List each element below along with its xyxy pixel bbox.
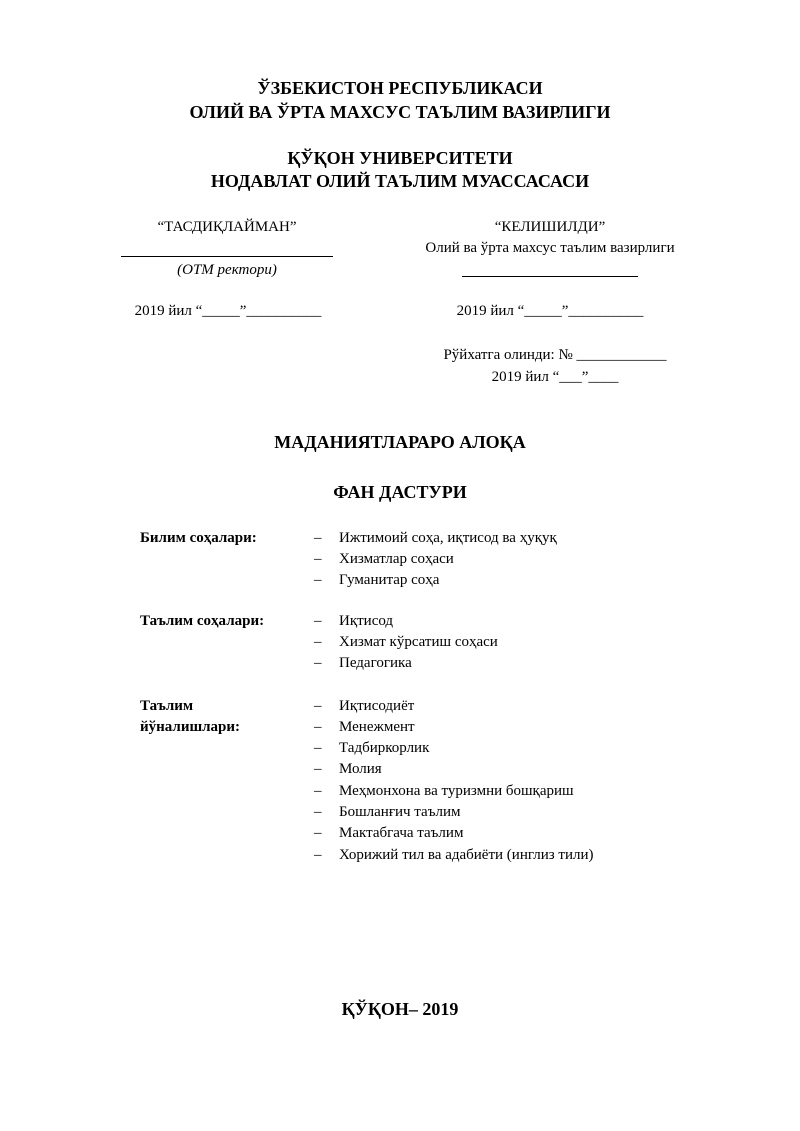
list-item-text: Меҳмонхона ва туризмни бошқариш bbox=[339, 783, 574, 799]
dash-marker: – bbox=[314, 655, 322, 671]
agreed-date: 2019 йил “_____”__________ bbox=[456, 303, 644, 319]
dash-marker: – bbox=[314, 804, 322, 820]
dash-marker: – bbox=[314, 613, 322, 629]
dash-marker: – bbox=[314, 761, 322, 777]
list-item-text: Менежмент bbox=[339, 719, 415, 735]
place-year-footer: ҚЎҚОН– 2019 bbox=[341, 999, 459, 1019]
agreed-org: Олий ва ўрта махсус таълим вазирлиги bbox=[425, 240, 675, 256]
document-title: МАДАНИЯТЛАРАРО АЛОҚА bbox=[274, 432, 526, 452]
institution-type-line: НОДАВЛАТ ОЛИЙ ТАЪЛИМ МУАССАСАСИ bbox=[210, 171, 590, 191]
list-item-text: Тадбиркорлик bbox=[339, 740, 430, 756]
dash-marker: – bbox=[314, 740, 322, 756]
list-item-text: Хизматлар соҳаси bbox=[339, 551, 454, 567]
signature-line-left bbox=[121, 256, 333, 257]
dash-marker: – bbox=[314, 530, 322, 546]
dash-marker: – bbox=[314, 719, 322, 735]
dash-marker: – bbox=[314, 634, 322, 650]
rector-signer-label: (ОТМ ректори) bbox=[177, 262, 277, 278]
university-name-line: ҚЎҚОН УНИВЕРСИТЕТИ bbox=[287, 148, 513, 168]
directions-label-line2: йўналишлари: bbox=[140, 719, 241, 735]
list-item-text: Ижтимоий соҳа, иқтисод ва ҳуқуқ bbox=[339, 530, 557, 546]
list-item-text: Иқтисод bbox=[339, 613, 394, 629]
list-item-text: Хорижий тил ва адабиёти (инглиз тили) bbox=[339, 847, 594, 863]
directions-label-line1: Таълим bbox=[140, 698, 194, 714]
dash-marker: – bbox=[314, 551, 322, 567]
dash-marker: – bbox=[314, 698, 322, 714]
ministry-name-line: ОЛИЙ ВА ЎРТА МАХСУС ТАЪЛИМ ВАЗИРЛИГИ bbox=[189, 102, 611, 122]
list-item-text: Иқтисодиёт bbox=[339, 698, 415, 714]
list-item-text: Мактабгача таълим bbox=[339, 825, 464, 841]
dash-marker: – bbox=[314, 783, 322, 799]
list-item-text: Хизмат кўрсатиш соҳаси bbox=[339, 634, 498, 650]
education-areas-label: Таълим соҳалари: bbox=[140, 613, 265, 629]
dash-marker: – bbox=[314, 847, 322, 863]
knowledge-areas-label: Билим соҳалари: bbox=[140, 530, 257, 546]
list-item-text: Педагогика bbox=[339, 655, 412, 671]
agreed-title: “КЕЛИШИЛДИ” bbox=[494, 219, 606, 235]
dash-marker: – bbox=[314, 572, 322, 588]
list-item-text: Бошланғич таълим bbox=[339, 804, 461, 820]
signature-line-right bbox=[462, 276, 638, 277]
dash-marker: – bbox=[314, 825, 322, 841]
approve-title: “ТАСДИҚЛАЙМАН” bbox=[157, 219, 297, 235]
ministry-country-line: ЎЗБЕКИСТОН РЕСПУБЛИКАСИ bbox=[257, 78, 543, 98]
list-item-text: Гуманитар соҳа bbox=[339, 572, 440, 588]
registration-number: Рўйхатга олинди: № ____________ bbox=[443, 347, 667, 363]
registration-date: 2019 йил “___”____ bbox=[491, 369, 619, 385]
approve-date-left: 2019 йил “_____”__________ bbox=[134, 303, 322, 319]
list-item-text: Молия bbox=[339, 761, 382, 777]
document-subtitle: ФАН ДАСТУРИ bbox=[333, 482, 467, 502]
